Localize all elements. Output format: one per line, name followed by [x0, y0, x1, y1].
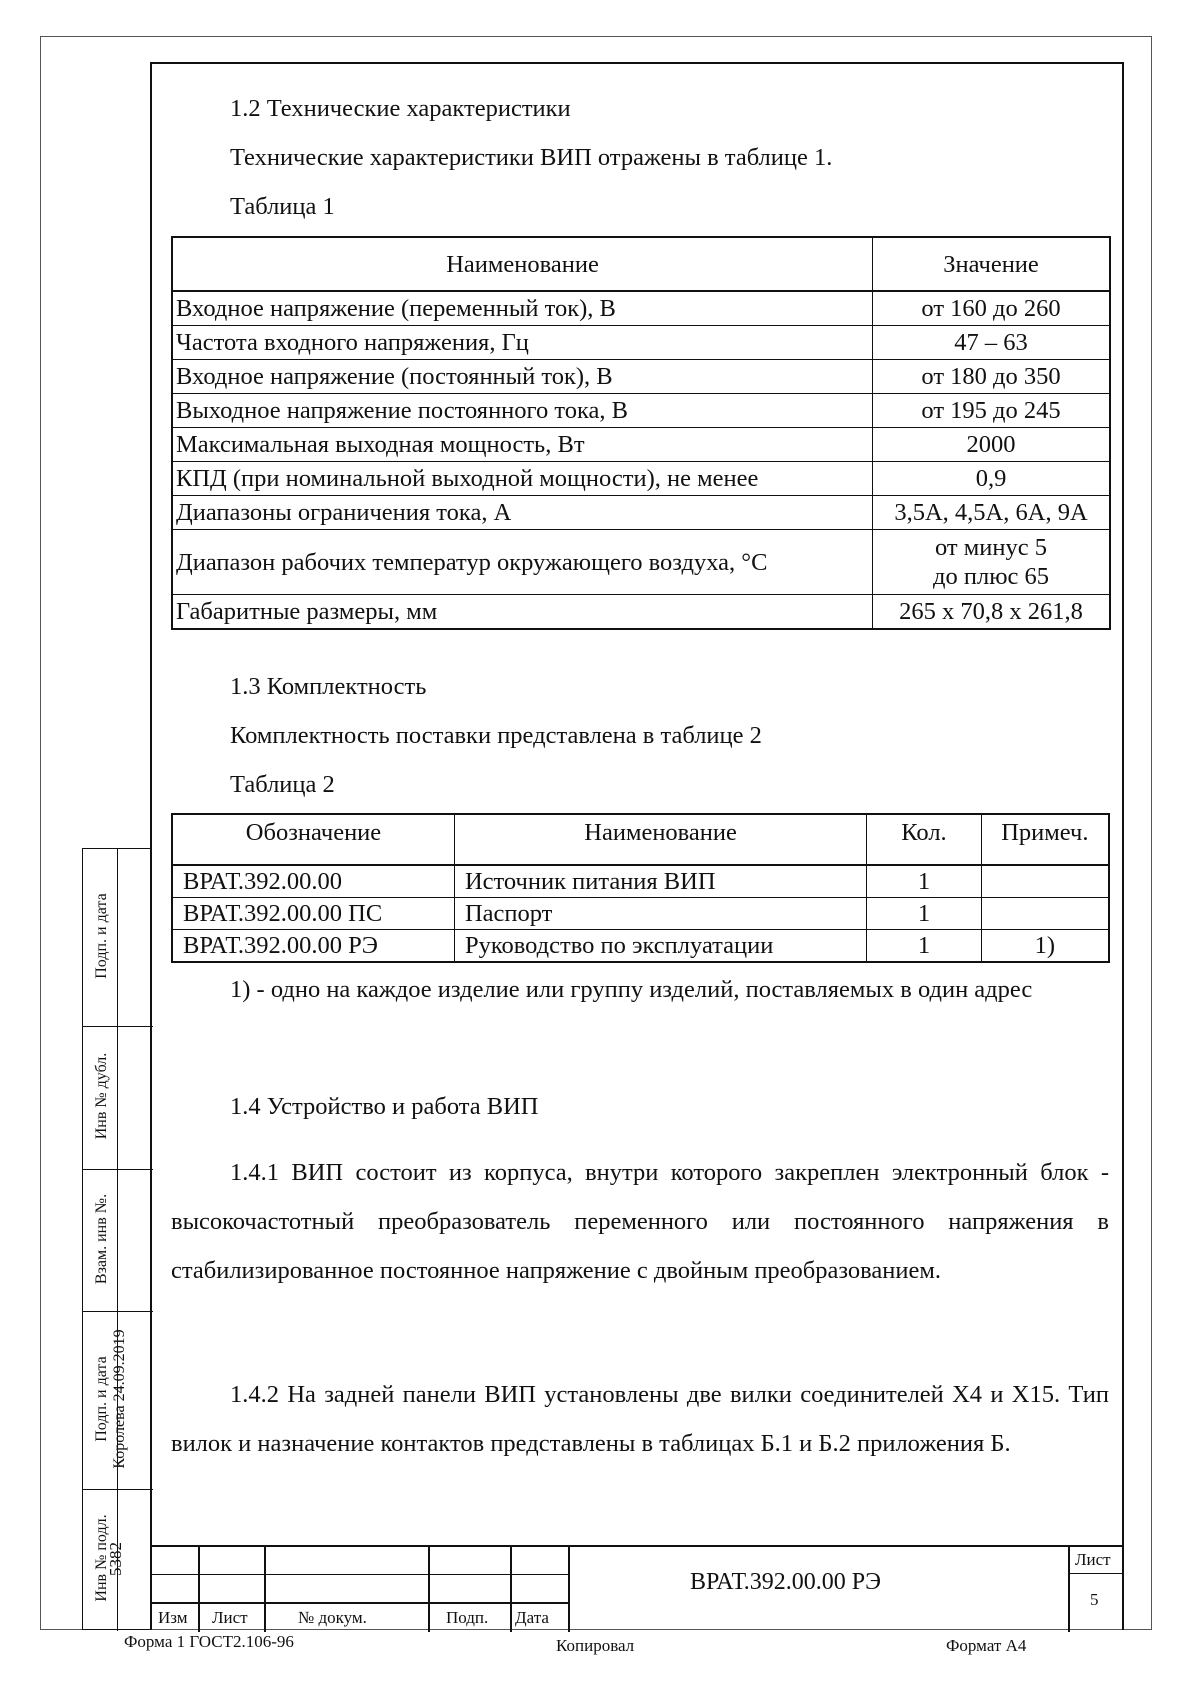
table-cell: Паспорт: [454, 898, 866, 930]
table-cell-line: от минус 5: [935, 534, 1047, 561]
table-cell: 3,5А, 4,5А, 6А, 9А: [873, 496, 1110, 530]
side-inv-podl-value: 5382: [106, 1542, 125, 1576]
title-col-izm: Изм: [158, 1608, 188, 1627]
table-row: [172, 530, 1110, 595]
table-cell: 1: [867, 930, 982, 963]
table-header: Наименование: [454, 814, 866, 865]
title-block-divider: [198, 1547, 200, 1632]
section-1-4-heading: 1.4 Устройство и работа ВИП: [230, 1093, 539, 1120]
table-row: [172, 326, 1110, 360]
table-cell: [873, 530, 1110, 595]
table-cell: Входное напряжение (постоянный ток), В: [172, 360, 873, 394]
table-cell: Выходное напряжение постоянного тока, В: [172, 394, 873, 428]
section-1-3-heading: 1.3 Комплектность: [230, 673, 427, 700]
footer-form: Форма 1 ГОСТ2.106-96: [124, 1632, 294, 1651]
title-block-rule: [150, 1602, 568, 1604]
sheet-number: 5: [1090, 1590, 1099, 1609]
table-cell: от 180 до 350: [873, 360, 1110, 394]
table-row: [172, 496, 1110, 530]
section-1-2-heading: 1.2 Технические характеристики: [230, 95, 571, 122]
title-col-data: Дата: [515, 1608, 549, 1627]
table-1: [171, 236, 1111, 630]
table-cell: 1: [867, 865, 982, 898]
table-cell: 1): [981, 930, 1109, 963]
table-row: [172, 394, 1110, 428]
table-cell: Максимальная выходная мощность, Вт: [172, 428, 873, 462]
side-stamp: [82, 848, 152, 1630]
table-row: [172, 595, 1110, 630]
paragraph-1-4-2: 1.4.2 На задней панели ВИП установлены две вилки соединителей Х4 и Х15. Тип вилок и назначение контактов представлены в таблицах Б.1 и Б.2 приложения Б.: [171, 1381, 1109, 1457]
document-designation: ВРАТ.392.00.00 РЭ: [690, 1569, 881, 1595]
table-cell: Габаритные размеры, мм: [172, 595, 873, 630]
table-cell: от 160 до 260: [873, 291, 1110, 326]
table-header: Значение: [873, 237, 1110, 291]
table-2-footnote: 1) - одно на каждое изделие или группу изделий, поставляемых в один адрес: [230, 976, 1033, 1003]
table-row: [172, 865, 1109, 898]
table-cell: 0,9: [873, 462, 1110, 496]
table-cell: ВРАТ.392.00.00: [172, 865, 454, 898]
table-cell: Источник питания ВИП: [454, 865, 866, 898]
table-row: [172, 291, 1110, 326]
section-1-2-intro: Технические характеристики ВИП отражены в таблице 1.: [230, 144, 833, 171]
table-header: Обозначение: [172, 814, 454, 865]
title-block: [150, 1545, 1124, 1630]
table-cell: Диапазон рабочих температур окружающего воздуха, °С: [172, 530, 873, 595]
table-row: [172, 360, 1110, 394]
side-label-vzam-inv: Взам. инв №.: [93, 1193, 110, 1285]
side-label-podp-data: Подп. и дата: [93, 893, 110, 979]
table-2-caption: Таблица 2: [230, 771, 335, 798]
title-block-divider: [1068, 1547, 1070, 1632]
table-cell: 265 х 70,8 х 261,8: [873, 595, 1110, 630]
title-block-divider: [264, 1547, 266, 1632]
table-1-caption: Таблица 1: [230, 193, 335, 220]
table-row: [172, 930, 1109, 963]
table-cell: Диапазоны ограничения тока, А: [172, 496, 873, 530]
title-block-divider: [510, 1547, 512, 1632]
table-cell: ВРАТ.392.00.00 РЭ: [172, 930, 454, 963]
table-cell: Входное напряжение (переменный ток), В: [172, 291, 873, 326]
table-row: [172, 898, 1109, 930]
title-block-rule: [1068, 1573, 1124, 1574]
side-label-inv-podl: Инв № подл.: [93, 1514, 110, 1602]
table-cell: 1: [867, 898, 982, 930]
table-cell: 2000: [873, 428, 1110, 462]
table-header-row: [172, 814, 1109, 865]
table-header-row: [172, 237, 1110, 291]
table-header: Наименование: [172, 237, 873, 291]
table-cell: Руководство по эксплуатации: [454, 930, 866, 963]
section-1-3-intro: Комплектность поставки представлена в таблице 2: [230, 722, 762, 749]
table-cell: 47 – 63: [873, 326, 1110, 360]
table-cell: КПД (при номинальной выходной мощности), не менее: [172, 462, 873, 496]
table-header: Примеч.: [981, 814, 1109, 865]
title-col-podp: Подп.: [446, 1608, 489, 1627]
title-block-divider: [428, 1547, 430, 1632]
table-row: [172, 462, 1110, 496]
title-col-list: Лист: [212, 1608, 248, 1627]
sheet-label: Лист: [1075, 1550, 1111, 1569]
side-label-inv-dubl: Инв № дубл.: [93, 1052, 110, 1140]
footer-format: Формат А4: [946, 1636, 1027, 1655]
side-label-podp-data-2: Подп. и дата: [93, 1356, 110, 1442]
paragraph-1-4-1: 1.4.1 ВИП состоит из корпуса, внутри которого закреплен электронный блок - высокочастотный преобразователь переменного или постоянного напряжения в стабилизированное постоянное напряжение с двойным преобразованием.: [171, 1159, 1109, 1284]
table-cell: от 195 до 245: [873, 394, 1110, 428]
table-cell: [981, 865, 1109, 898]
table-cell: Частота входного напряжения, Гц: [172, 326, 873, 360]
table-2: [171, 813, 1110, 963]
title-col-dokum: № докум.: [298, 1608, 367, 1627]
table-cell: ВРАТ.392.00.00 ПС: [172, 898, 454, 930]
title-block-divider: [568, 1547, 570, 1632]
table-row: [172, 428, 1110, 462]
table-cell: [981, 898, 1109, 930]
footer-copied: Копировал: [556, 1636, 635, 1655]
table-header: Кол.: [867, 814, 982, 865]
side-signature: Королева 24.09.2019: [111, 1329, 128, 1469]
title-block-rule: [150, 1574, 568, 1575]
table-cell-line: до плюс 65: [933, 563, 1049, 590]
